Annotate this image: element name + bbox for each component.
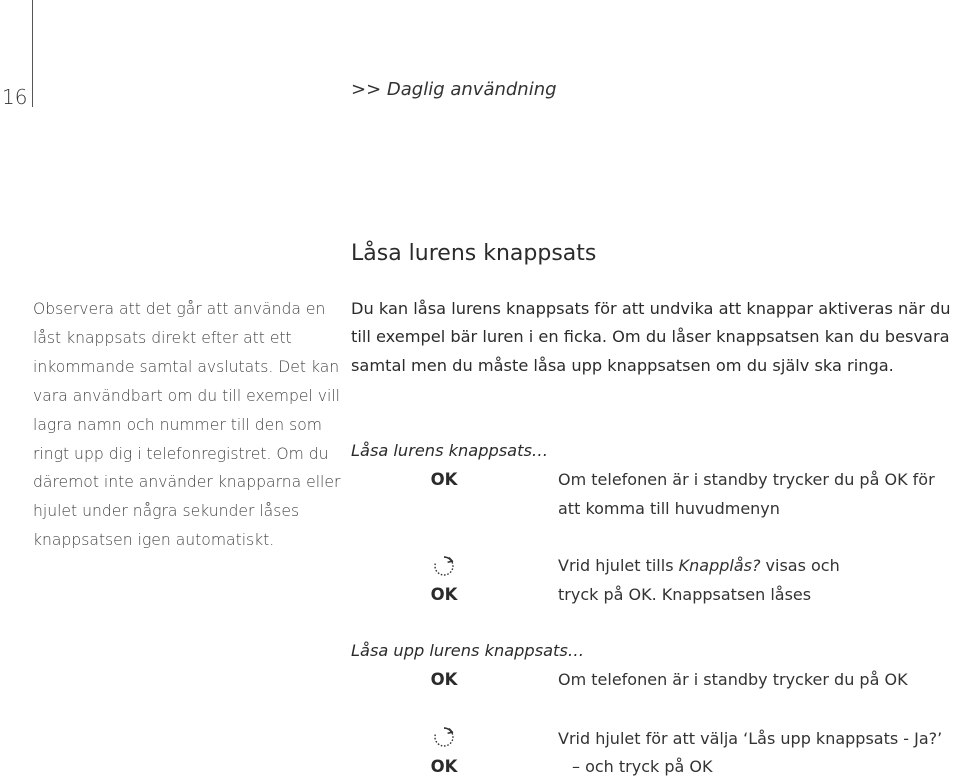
ok-key: OK	[430, 585, 458, 604]
ok-key: OK	[430, 470, 458, 489]
unlock-step2-line1: Vrid hjulet för att välja ‘Lås upp knappsats - Ja?’	[558, 729, 943, 748]
lock-step2-line2: tryck på OK. Knappsatsen låses	[558, 585, 812, 604]
lock-step1-line2: att komma till huvudmenyn	[558, 499, 780, 518]
unlock-step2-line2: – och tryck på OK	[572, 757, 713, 776]
page-number: 16	[2, 85, 28, 109]
unlock-title: Låsa upp lurens knappsats…	[351, 641, 585, 660]
sidenote: Observera att det går att använda en låst knappsats direkt efter att ett inkommande samtal avslutats. Det kan vara användbart om du till exempel vill lagra namn och nummer till den som ringt upp dig i telefonregistret. Om du däremot inte använder knapparna eller hjulet under några sekunder låses knappsatsen igen automatiskt.	[33, 300, 341, 550]
ok-key: OK	[430, 757, 458, 776]
lock-step2-line1: Vrid hjulet tills Knapplås? visas och	[558, 556, 840, 575]
wheel-rotate-icon	[432, 725, 456, 749]
wheel-rotate-icon	[432, 554, 456, 578]
section-heading: Låsa lurens knappsats	[351, 241, 597, 266]
intro-paragraph: Du kan låsa lurens knappsats för att undvika att knappar aktiveras när du till exempel bär luren i en ficka. Om du låser knappsatsen kan du besvara samtal men du måste låsa upp knappsatsen om du själv ska ringa.	[351, 299, 951, 375]
lock-title: Låsa lurens knappsats…	[351, 441, 549, 460]
ok-key: OK	[430, 670, 458, 689]
unlock-step1: Om telefonen är i standby trycker du på OK	[558, 670, 908, 689]
running-head: >> Daglig användning	[351, 79, 557, 100]
margin-rule	[32, 0, 33, 107]
lock-step1-line1: Om telefonen är i standby trycker du på OK för	[558, 470, 935, 489]
